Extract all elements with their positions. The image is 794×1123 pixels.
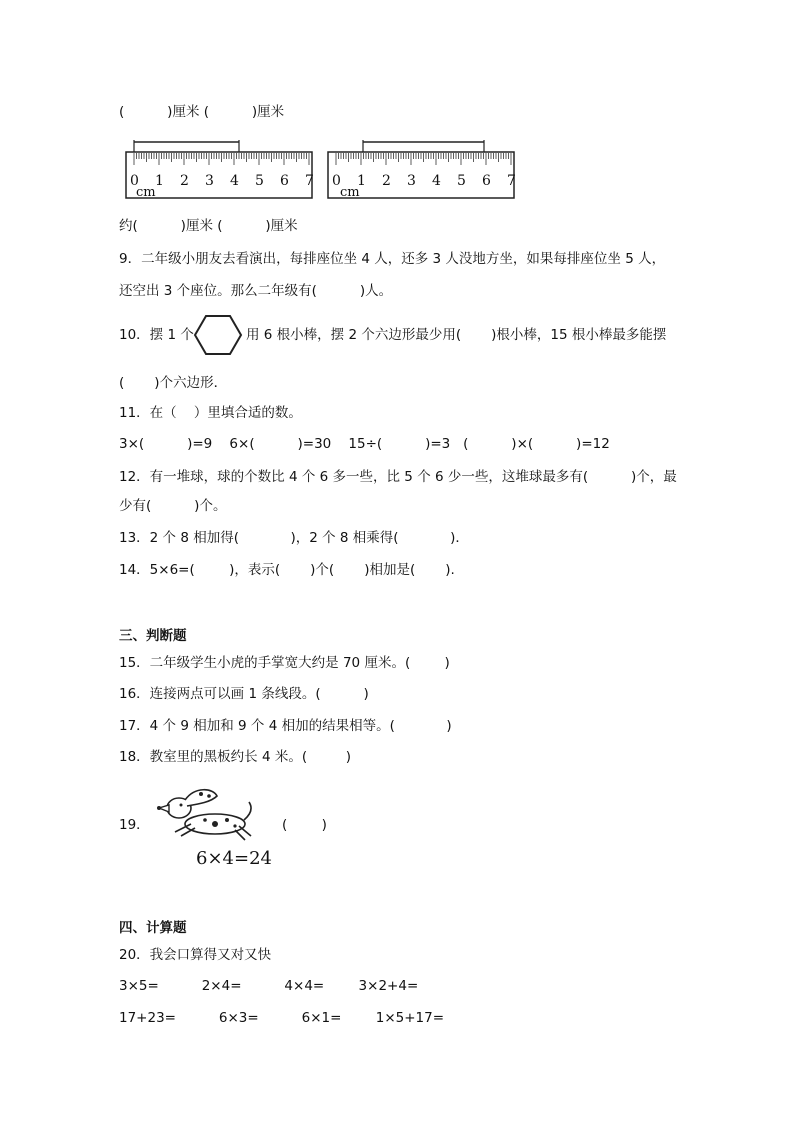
ruler-tick-label: 4 xyxy=(432,173,441,189)
question-20: 20．我会口算得又对又快 xyxy=(119,947,272,963)
ruler-tick-label: 6 xyxy=(482,173,491,189)
question-19-equation: 6×4=24 xyxy=(196,848,272,869)
section-3-title: 三、判断题 xyxy=(119,628,187,644)
section-4-title: 四、计算题 xyxy=(119,920,187,936)
calc-row-2: 17+23= 6×3= 6×1= 1×5+17= xyxy=(119,1010,445,1026)
ruler-2 xyxy=(327,136,517,200)
question-10-prefix: 10．摆 1 个 xyxy=(119,327,194,343)
hexagon-icon xyxy=(193,314,243,360)
question-19-number: 19． xyxy=(119,817,150,833)
question-12-line-1: 12．有一堆球，球的个数比 4 个 6 多一些，比 5 个 6 少一些，这堆球最多有( )个，最 xyxy=(119,469,677,485)
question-12-line-2: 少有( )个。 xyxy=(119,498,227,514)
ruler-2-graphic xyxy=(327,136,517,200)
ruler-tick-label: 4 xyxy=(230,173,239,189)
ruler-tick-label: 3 xyxy=(407,173,416,189)
ruler-unit: cm xyxy=(340,185,360,200)
ruler-tick-label: 2 xyxy=(180,173,189,189)
question-18: 18．教室里的黑板约长 4 米。( ) xyxy=(119,749,352,765)
ruler-unit: cm xyxy=(136,185,156,200)
ruler-1-graphic xyxy=(125,136,315,200)
jumping-dog-icon xyxy=(155,784,255,850)
ruler-answer-labels-2: 约( )厘米 ( )厘米 xyxy=(119,218,298,234)
ruler-tick-label: 2 xyxy=(382,173,391,189)
ruler-tick-label: 0 xyxy=(332,173,341,189)
ruler-answer-labels: ( )厘米 ( )厘米 xyxy=(119,104,285,120)
ruler-tick-label: 5 xyxy=(457,173,466,189)
ruler-tick-label: 1 xyxy=(357,173,366,189)
ruler-tick-label: 7 xyxy=(507,173,516,189)
ruler-tick-label: 1 xyxy=(155,173,164,189)
ruler-tick-label: 0 xyxy=(130,173,139,189)
question-11-line-1: 11．在（ ）里填合适的数。 xyxy=(119,405,302,421)
question-15: 15．二年级学生小虎的手掌宽大约是 70 厘米。( ) xyxy=(119,655,450,671)
question-11-line-2: 3×( )=9 6×( )=30 15÷( )=3 ( )×( )=12 xyxy=(119,436,610,452)
ruler-tick-label: 6 xyxy=(280,173,289,189)
question-16: 16．连接两点可以画 1 条线段。( ) xyxy=(119,686,369,702)
question-17: 17．4 个 9 相加和 9 个 4 相加的结果相等。( ) xyxy=(119,718,452,734)
ruler-tick-label: 7 xyxy=(305,173,314,189)
question-10-line-2: ( )个六边形． xyxy=(119,375,228,391)
question-19-answer: ( ) xyxy=(282,817,327,833)
question-9-line-1: 9．二年级小朋友去看演出，每排座位坐 4 人，还多 3 人没地方坐，如果每排座位坐 5 人， xyxy=(119,251,666,267)
question-10-suffix: 用 6 根小棒，摆 2 个六边形最少用( )根小棒，15 根小棒最多能摆 xyxy=(246,327,667,343)
question-14: 14．5×6=( )，表示( )个( )相加是( ). xyxy=(119,562,455,578)
calc-row-1: 3×5= 2×4= 4×4= 3×2+4= xyxy=(119,978,419,994)
ruler-tick-label: 5 xyxy=(255,173,264,189)
ruler-tick-label: 3 xyxy=(205,173,214,189)
ruler-1 xyxy=(125,136,315,200)
question-13: 13．2 个 8 相加得( )，2 个 8 相乘得( )． xyxy=(119,530,469,546)
question-9-line-2: 还空出 3 个座位。那么二年级有( )人。 xyxy=(119,283,393,299)
